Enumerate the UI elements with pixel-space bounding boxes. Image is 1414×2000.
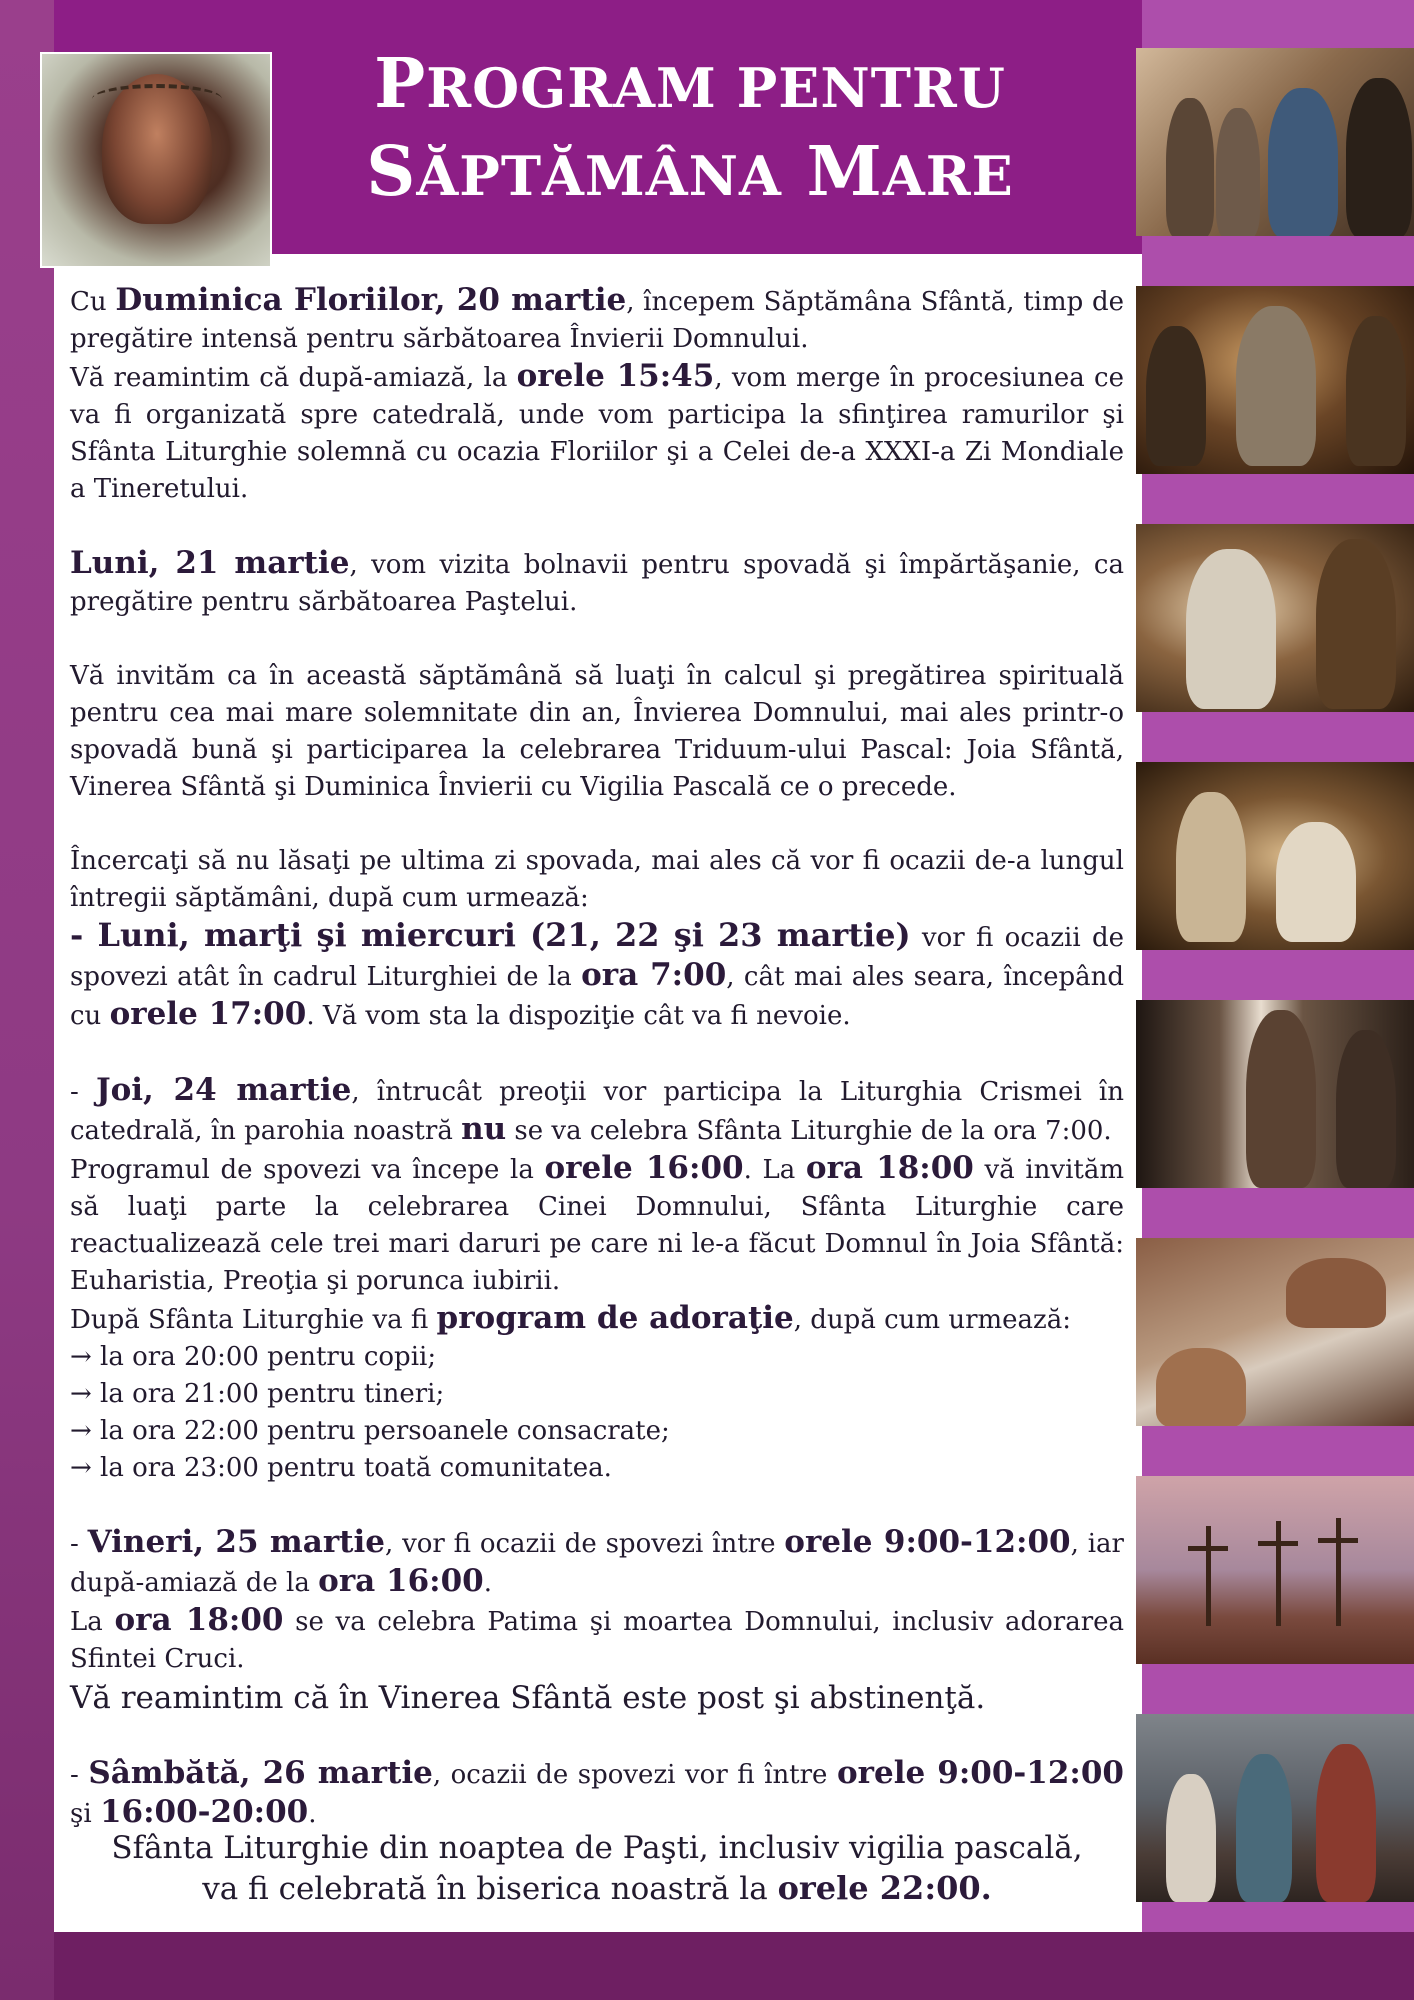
text: , după cum urmează: xyxy=(793,1305,1071,1335)
title-line-1 xyxy=(374,44,1006,124)
figure-shape xyxy=(1246,1010,1316,1188)
figure-shape xyxy=(1316,1744,1376,1902)
text: Vă reamintim că după-amiază, la xyxy=(70,363,517,393)
cross-shape xyxy=(1336,1518,1341,1626)
photo-last-supper-1 xyxy=(1136,286,1414,474)
text: După Sfânta Liturghie va fi xyxy=(70,1305,437,1335)
monday-date: Luni, 21 martie xyxy=(70,545,350,581)
cross-shape xyxy=(1318,1538,1358,1543)
spacer xyxy=(70,1035,1124,1072)
title-line-2 xyxy=(366,132,1014,212)
text: , iar după-amiază de la xyxy=(70,1529,1124,1598)
adoration-intro xyxy=(70,1300,1124,1339)
text: vă invităm să luaţi parte la celebrarea Cinei Domnului, Sfânta Liturghie care reactualizează cele trei mari daruri pe care ni le-a făcut Domnul în Joia Sfântă: Euharistia, Preoţia şi porunca iubirii. xyxy=(70,1155,1124,1296)
thursday-mass-time: ora 18:00 xyxy=(805,1150,974,1186)
text: . xyxy=(483,1568,493,1598)
photo-dice-hands xyxy=(1136,1238,1414,1426)
spacer xyxy=(70,806,1124,843)
photo-three-crosses xyxy=(1136,1476,1414,1664)
figure-shape xyxy=(1276,822,1356,942)
vigil-time: orele 22:00. xyxy=(777,1869,992,1907)
cross-shape xyxy=(1188,1546,1228,1551)
photo-scene xyxy=(1136,1476,1414,1664)
jesus-portrait-image xyxy=(40,52,272,268)
monday-paragraph xyxy=(70,545,1124,621)
text: . xyxy=(308,1799,317,1829)
easter-vigil-announcement xyxy=(70,1828,1124,1909)
photo-washing-feet xyxy=(1136,762,1414,950)
friday-paragraph xyxy=(70,1524,1124,1602)
text: - xyxy=(70,1529,88,1559)
text: Încercaţi să nu lăsaţi pe ultima zi spovada, mai ales că vor fi ocazii de-a lungul întregii săptămâni, după cum urmează: xyxy=(70,846,1124,913)
text: . La xyxy=(743,1155,806,1185)
figure-shape xyxy=(1346,78,1412,236)
saturday-morning-hours: orele 9:00-12:00 xyxy=(836,1755,1124,1791)
left-decorative-bar xyxy=(0,0,54,2000)
announcement-body xyxy=(70,282,1124,1833)
thursday-date: Joi, 24 martie xyxy=(95,1072,352,1108)
procession-paragraph xyxy=(70,358,1124,508)
figure-shape xyxy=(1166,1774,1216,1902)
vigil-line-2: va fi celebrată în biserica noastră la xyxy=(202,1871,778,1907)
text: se va celebra Patima şi moartea Domnului, inclusiv adorarea Sfintei Cruci. xyxy=(70,1607,1125,1674)
text: La xyxy=(70,1607,115,1637)
passion-time: ora 18:00 xyxy=(114,1602,284,1638)
adoration-item-children: → la ora 20:00 pentru copii; xyxy=(70,1342,437,1372)
text: , vom merge în procesiunea ce va fi organizată spre catedrală, unde vom participa la sfinţirea ramurilor şi Sfânta Liturghie solemnă cu ocazia Floriilor şi a Celei de-a XXXI-a Zi Mondiale a Tineretului. xyxy=(70,363,1125,504)
title-smallcaps: ARE xyxy=(882,144,1014,208)
thursday-confession-time: orele 16:00 xyxy=(544,1150,744,1186)
saturday-date: Sâmbătă, 26 martie xyxy=(88,1755,433,1791)
figure-shape xyxy=(1346,316,1406,466)
spacer xyxy=(70,1718,1124,1755)
morning-time: ora 7:00 xyxy=(581,957,727,993)
adoration-item-youth: → la ora 21:00 pentru tineri; xyxy=(70,1379,445,1409)
thursday-confession-paragraph xyxy=(70,1150,1124,1300)
figure-shape xyxy=(1236,1754,1292,1902)
palm-sunday-date: Duminica Floriilor, 20 martie xyxy=(115,282,627,318)
vigil-line-1: Sfânta Liturghie din noaptea de Paşti, inclusiv vigilia pascală, xyxy=(111,1830,1083,1866)
text: , începem Săptămâna Sfântă, timp de pregătire intensă pentru sărbătoarea Învierii Domnului. xyxy=(70,287,1124,354)
figure-shape xyxy=(1236,306,1316,466)
figure-shape xyxy=(1166,98,1214,236)
friday-date: Vineri, 25 martie xyxy=(87,1524,385,1560)
procession-time: orele 15:45 xyxy=(516,358,715,394)
spacer xyxy=(70,508,1124,545)
text: , ocazii de spovezi vor fi între xyxy=(432,1760,837,1790)
figure-shape xyxy=(1336,1030,1396,1188)
title-cap: M xyxy=(806,132,883,212)
figure-shape xyxy=(1216,108,1260,236)
invitation-paragraph: Vă invităm ca în această săptămână să luaţi în calcul şi pregătirea spirituală pentru cea mai mare solemnitate din an, Învierea Domnului, mai ales printr-o spovadă bună şi participarea la celebrarea Triduum-ului Pascal: Joia Sfântă, Vinerea Sfântă şi Duminica Învierii cu Vigilia Pascală ce o precede. xyxy=(70,661,1124,802)
text: , vom vizita bolnavii pentru spovadă şi împărtăşanie, ca pregătire pentru sărbătoarea Paştelui. xyxy=(70,550,1124,617)
figure-shape xyxy=(1316,539,1396,709)
text: , întrucât preoţii vor participa la Liturghia Crismei în catedrală, în parohia noastră xyxy=(70,1077,1124,1146)
fasting-reminder: Vă reamintim că în Vinerea Sfântă este post şi abstinenţă. xyxy=(70,1680,986,1716)
bottom-decorative-bar xyxy=(54,1932,1414,2000)
mon-tue-wed-dates: - Luni, marţi şi miercuri (21, 22 şi 23 martie) xyxy=(70,916,911,954)
title-smallcaps: ĂPTĂMÂNA xyxy=(416,144,782,208)
photo-soldiers xyxy=(1136,1000,1414,1188)
spacer xyxy=(70,621,1124,658)
nu-emphasis: nu xyxy=(461,1111,507,1147)
figure-shape xyxy=(1146,326,1206,466)
friday-passion-paragraph xyxy=(70,1602,1124,1678)
thursday-paragraph xyxy=(70,1072,1124,1150)
cross-shape xyxy=(1276,1521,1281,1626)
spacer xyxy=(70,1487,1124,1524)
photo-women-tomb xyxy=(1136,1714,1414,1902)
title-smallcaps: ROGRAM PENTRU xyxy=(426,56,1006,120)
page-title xyxy=(280,42,1100,218)
figure-shape xyxy=(1156,1348,1246,1426)
cross-shape xyxy=(1258,1541,1298,1546)
text: - xyxy=(70,1077,96,1107)
text: vor fi ocazii de spovezi atât în cadrul Liturghiei de la xyxy=(70,923,1125,992)
text: , cât mai ales seara, începând cu xyxy=(70,962,1124,1031)
photo-last-supper-2 xyxy=(1136,524,1414,712)
friday-confession-hours: orele 9:00-12:00 xyxy=(784,1524,1071,1560)
text: Cu xyxy=(70,287,116,317)
title-cap: S xyxy=(366,132,417,212)
adoration-item-consecrated: → la ora 22:00 pentru persoanele consacrate; xyxy=(70,1416,670,1446)
adoration-program: program de adoraţie xyxy=(436,1300,794,1336)
saturday-afternoon-hours: 16:00-20:00 xyxy=(99,1794,309,1830)
text: şi xyxy=(70,1799,100,1829)
text: , vor fi ocazii de spovezi între xyxy=(384,1529,785,1559)
text: . Vă vom sta la dispoziţie cât va fi nevoie. xyxy=(306,1001,851,1031)
confession-schedule-paragraph xyxy=(70,843,1124,1035)
cross-shape xyxy=(1206,1526,1211,1626)
crown-of-thorns-shape xyxy=(92,84,222,114)
text: Programul de spovezi va începe la xyxy=(70,1155,545,1185)
title-cap: P xyxy=(374,44,427,124)
adoration-item-community: → la ora 23:00 pentru toată comunitatea. xyxy=(70,1453,612,1483)
text: se va celebra Sfânta Liturghie de la ora 7:00. xyxy=(506,1116,1112,1146)
evening-time: orele 17:00 xyxy=(109,996,307,1032)
saturday-paragraph xyxy=(70,1755,1124,1833)
figure-shape xyxy=(1268,88,1338,236)
figure-shape xyxy=(1176,792,1246,942)
figure-shape xyxy=(1286,1258,1386,1328)
text: - xyxy=(70,1760,89,1790)
figure-shape xyxy=(1186,549,1276,709)
palm-sunday-paragraph xyxy=(70,282,1124,358)
photo-women-crowd xyxy=(1136,48,1414,236)
friday-afternoon-time: ora 16:00 xyxy=(318,1563,484,1599)
